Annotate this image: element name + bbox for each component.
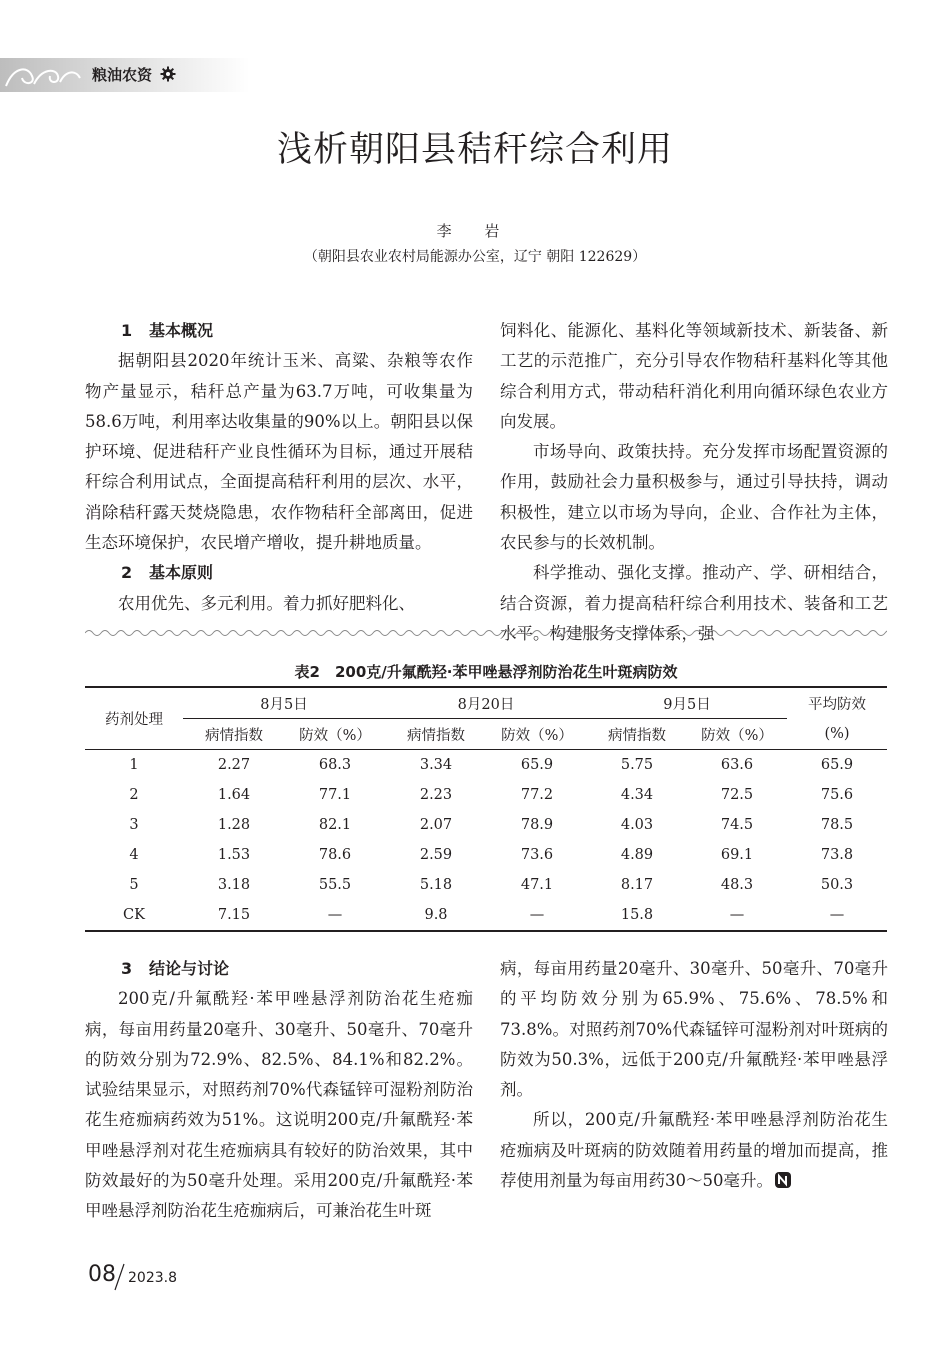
subheader-index: 病情指数 [587,719,687,750]
lower-right-column [500,954,888,1196]
author: 李 岩 [436,222,514,240]
article-title: 浅析朝阳县秸秆综合利用 [276,130,673,170]
upper-right-column [500,316,888,649]
table-row: 1 2.27 68.3 3.34 65.9 5.75 63.6 65.9 [129,757,854,773]
section-1-heading: 1 基本概况 [121,321,214,340]
section-2-heading: 2 基本原则 [121,563,214,583]
subheader-index: 病情指数 [385,719,487,750]
section-name: 粮油农资 [92,66,153,84]
table-title: 表2 200克/升氟酰羟·苯甲唑悬浮剂防治花生叶斑病防效 [294,663,678,681]
ornament-swirl-icon [4,62,84,90]
subheader-effect: 防效（%） [487,719,587,750]
efficacy-table [85,686,887,932]
table-row: CK 7.15 — 9.8 — 15.8 — — [85,900,887,931]
section-2-paragraph-2: 市场导向、政策扶持。充分发挥市场配置资源的作用，鼓励社会力量积极参与，通过引导扶持，调动积极性，建立以市场为导向，企业、合作社为主体，农民参与的长效机制。 [500,442,888,553]
column-header-date-3: 9月5日 [587,687,787,719]
upper-left-column [85,316,473,619]
section-3-paragraph-2: 所以，200克/升氟酰羟·苯甲唑悬浮剂防治花生疮痂病及叶斑病的防效随着用药量的增加而提高，推荐使用剂量为每亩用药30～50毫升。 [500,1110,888,1191]
section-3-paragraph-1: 200克/升氟酰羟·苯甲唑悬浮剂防治花生疮痂病，每亩用药量20毫升、30毫升、50毫升、70毫升的防效分别为72.9%、82.5%、84.1%和82.2%。试验结果显示，对照药剂70%代森锰锌可湿粉剂防治花生疮痂病药效为51%。这说明200克/升氟酰羟·苯甲唑悬浮剂对花生疮痂病具有较好的防治效果，其中防效最好的为50毫升处理。采用200克/升氟酰羟·苯甲唑悬浮剂防治花生疮痂病后，可兼治花生叶斑 [85,989,473,1221]
wavy-divider [85,628,887,638]
footer-slash [112,1262,126,1292]
column-header-date-1: 8月5日 [183,687,385,719]
end-mark-icon [775,1172,791,1188]
table-row: 3 1.28 82.1 2.07 78.9 4.03 74.5 78.5 [129,817,854,833]
column-header-date-2: 8月20日 [385,687,587,719]
page-number: 08 [88,1262,116,1287]
section-3-heading: 3 结论与讨论 [121,959,230,978]
table-row: 2 1.64 77.1 2.23 77.2 4.34 72.5 75.6 [129,787,854,803]
table-row: 4 1.53 78.6 2.59 73.6 4.89 69.1 73.8 [129,847,854,863]
gear-icon [160,66,176,82]
subheader-average-unit: (%) [787,719,887,750]
section-2-paragraph-1: 农用优先、多元利用。着力抓好肥料化、 [118,593,415,613]
section-3-paragraph-1-continued: 病，每亩用药量20毫升、30毫升、50毫升、70毫升的平均防效分别为65.9%、75.6%、78.5%和73.8%。对照药剂70%代森锰锌可湿粉剂对叶斑病的防效为50.3%，远低于200克/升氟酰羟·苯甲唑悬浮剂。 [500,959,888,1100]
section-2-paragraph-3: 科学推动、强化支撑。推动产、学、研相结合，结合资源，着力提高秸秆综合利用技术、装备和工艺水平。构建服务支撑体系，强 [500,563,888,643]
affiliation: （朝阳县农业农村局能源办公室，辽宁 朝阳 122629） [303,249,647,265]
subheader-effect: 防效（%） [687,719,787,750]
table-row: 5 3.18 55.5 5.18 47.1 8.17 48.3 50.3 [129,877,854,893]
section-1-paragraph: 据朝阳县2020年统计玉米、高粱、杂粮等农作物产量显示，秸秆总产量为63.7万吨，可收集量为58.6万吨，利用率达收集量的90%以上。朝阳县以保护环境、促进秸秆产业良性循环为目标，通过开展秸秆综合利用试点，全面提高秸秆利用的层次、水平，消除秸秆露天焚烧隐患，农作物秸秆全部离田，促进生态环境保护，农民增产增收，提升耕地质量。 [85,351,473,553]
subheader-index: 病情指数 [183,719,285,750]
column-header-treatment: 药剂处理 [85,687,183,750]
issue-number: 2023.8 [128,1270,177,1286]
section-2-paragraph-1-continued: 饲料化、能源化、基料化等领域新技术、新装备、新工艺的示范推广，充分引导农作物秸秆基料化等其他综合利用方式，带动秸秆消化利用向循环绿色农业方向发展。 [500,321,888,431]
lower-left-column [85,954,473,1227]
subheader-effect: 防效（%） [285,719,385,750]
column-header-average: 平均防效 [787,687,887,719]
